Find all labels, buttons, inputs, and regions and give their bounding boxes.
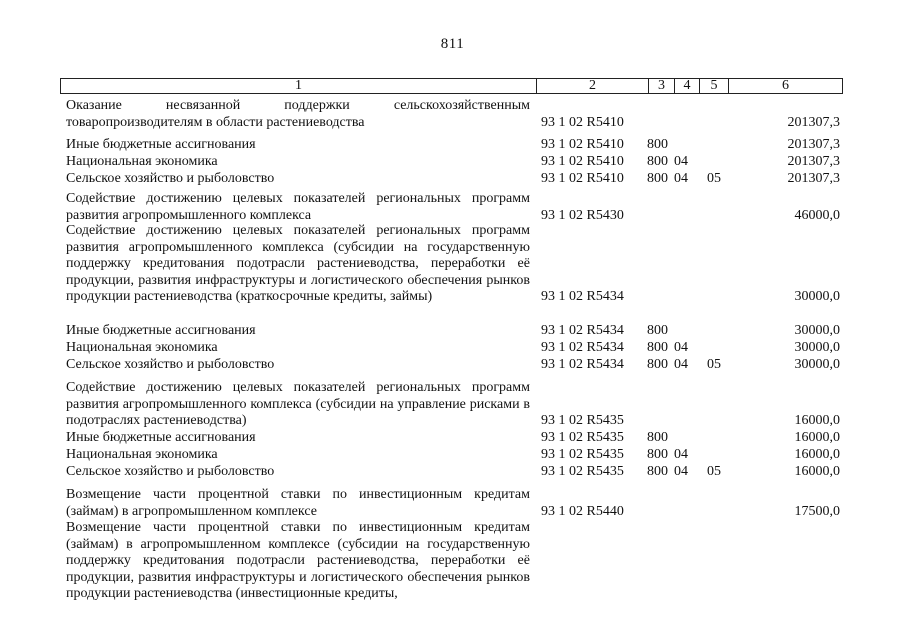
row-subsection: 05	[707, 357, 721, 372]
row-expense-type: 800	[647, 154, 668, 169]
row-description: Сельское хозяйство и рыболовство	[66, 464, 275, 479]
row-amount: 16000,0	[794, 413, 840, 429]
row-section: 04	[674, 357, 688, 372]
page-number: 811	[440, 36, 465, 52]
row-amount: 30000,0	[794, 340, 840, 355]
row-code: 93 1 02 R5410	[541, 154, 624, 169]
row-code: 93 1 02 R5435	[541, 430, 624, 445]
row-code: 93 1 02 R5434	[541, 323, 624, 338]
header-col-1: 1	[61, 79, 537, 93]
row-description: Возмещение части процентной ставки по инвестиционным кредитам (займам) в агропромышленном комплексе (субсидии на государственную поддержку кредитования подотрасли растениеводства, переработки её продукции, развития инфраструктуры и логистического обеспечения рынков продукции растениеводства (инвестиционные кредиты,	[66, 520, 530, 602]
row-amount: 201307,3	[787, 171, 840, 186]
row-description: Содействие достижению целевых показателей региональных программ развития агропромышленного комплекса (субсидии на государственную поддержку кредитования подотрасли растениеводства, переработки её продукции, развития инфраструктуры и логистического обеспечения рынков продукции растениеводства (краткосрочные кредиты, займы)	[66, 223, 530, 305]
header-col-4: 4	[675, 79, 700, 93]
row-section: 04	[674, 171, 688, 186]
row-section: 04	[674, 464, 688, 479]
row-code: 93 1 02 R5410	[541, 137, 624, 152]
row-code: 93 1 02 R5410	[541, 171, 624, 186]
row-amount: 16000,0	[794, 447, 840, 462]
header-col-6: 6	[782, 78, 789, 93]
row-amount: 16000,0	[794, 430, 840, 445]
row-amount: 201307,3	[787, 114, 840, 130]
header-col-5: 5	[700, 79, 729, 93]
row-expense-type: 800	[647, 171, 668, 186]
row-description: Национальная экономика	[66, 340, 218, 355]
row-amount: 201307,3	[787, 154, 840, 169]
row-description: Иные бюджетные ассигнования	[66, 430, 256, 445]
row-amount: 201307,3	[787, 137, 840, 152]
row-expense-type: 800	[647, 323, 668, 338]
row-expense-type: 800	[647, 430, 668, 445]
row-description: Иные бюджетные ассигнования	[66, 137, 256, 152]
row-expense-type: 800	[647, 340, 668, 355]
row-amount: 17500,0	[794, 503, 840, 519]
row-amount: 30000,0	[794, 323, 840, 338]
row-expense-type: 800	[647, 447, 668, 462]
row-description: Возмещение части процентной ставки по инвестиционным кредитам (займам) в агропромышленном комплексе	[66, 487, 530, 519]
row-code: 93 1 02 R5430	[541, 207, 624, 223]
header-col-3: 3	[649, 79, 675, 93]
header-col-2: 2	[537, 79, 649, 93]
row-description: Содействие достижению целевых показателей региональных программ развития агропромышленного комплекса	[66, 191, 530, 223]
row-description: Национальная экономика	[66, 154, 218, 169]
row-section: 04	[674, 447, 688, 462]
row-code: 93 1 02 R5410	[541, 114, 624, 130]
row-description: Содействие достижению целевых показателей региональных программ развития агропромышленного комплекса (субсидии на управление рисками в подотраслях растениеводства)	[66, 380, 530, 429]
row-code: 93 1 02 R5440	[541, 503, 624, 519]
row-amount: 16000,0	[794, 464, 840, 479]
row-amount: 30000,0	[794, 289, 840, 305]
row-code: 93 1 02 R5435	[541, 413, 624, 429]
row-code: 93 1 02 R5434	[541, 340, 624, 355]
row-code: 93 1 02 R5435	[541, 464, 624, 479]
row-description: Сельское хозяйство и рыболовство	[66, 357, 275, 372]
row-expense-type: 800	[647, 357, 668, 372]
row-section: 04	[674, 154, 688, 169]
row-subsection: 05	[707, 464, 721, 479]
row-description: Сельское хозяйство и рыболовство	[66, 171, 275, 186]
row-expense-type: 800	[647, 137, 668, 152]
row-description: Иные бюджетные ассигнования	[66, 323, 256, 338]
row-amount: 46000,0	[794, 207, 840, 223]
row-expense-type: 800	[647, 464, 668, 479]
row-section: 04	[674, 340, 688, 355]
row-code: 93 1 02 R5435	[541, 447, 624, 462]
row-amount: 30000,0	[794, 357, 840, 372]
row-code: 93 1 02 R5434	[541, 357, 624, 372]
row-code: 93 1 02 R5434	[541, 289, 624, 305]
row-subsection: 05	[707, 171, 721, 186]
row-description: Национальная экономика	[66, 447, 218, 462]
row-description: Оказание несвязанной поддержки сельскохозяйственным товаропроизводителям в области растениеводства	[66, 98, 530, 130]
